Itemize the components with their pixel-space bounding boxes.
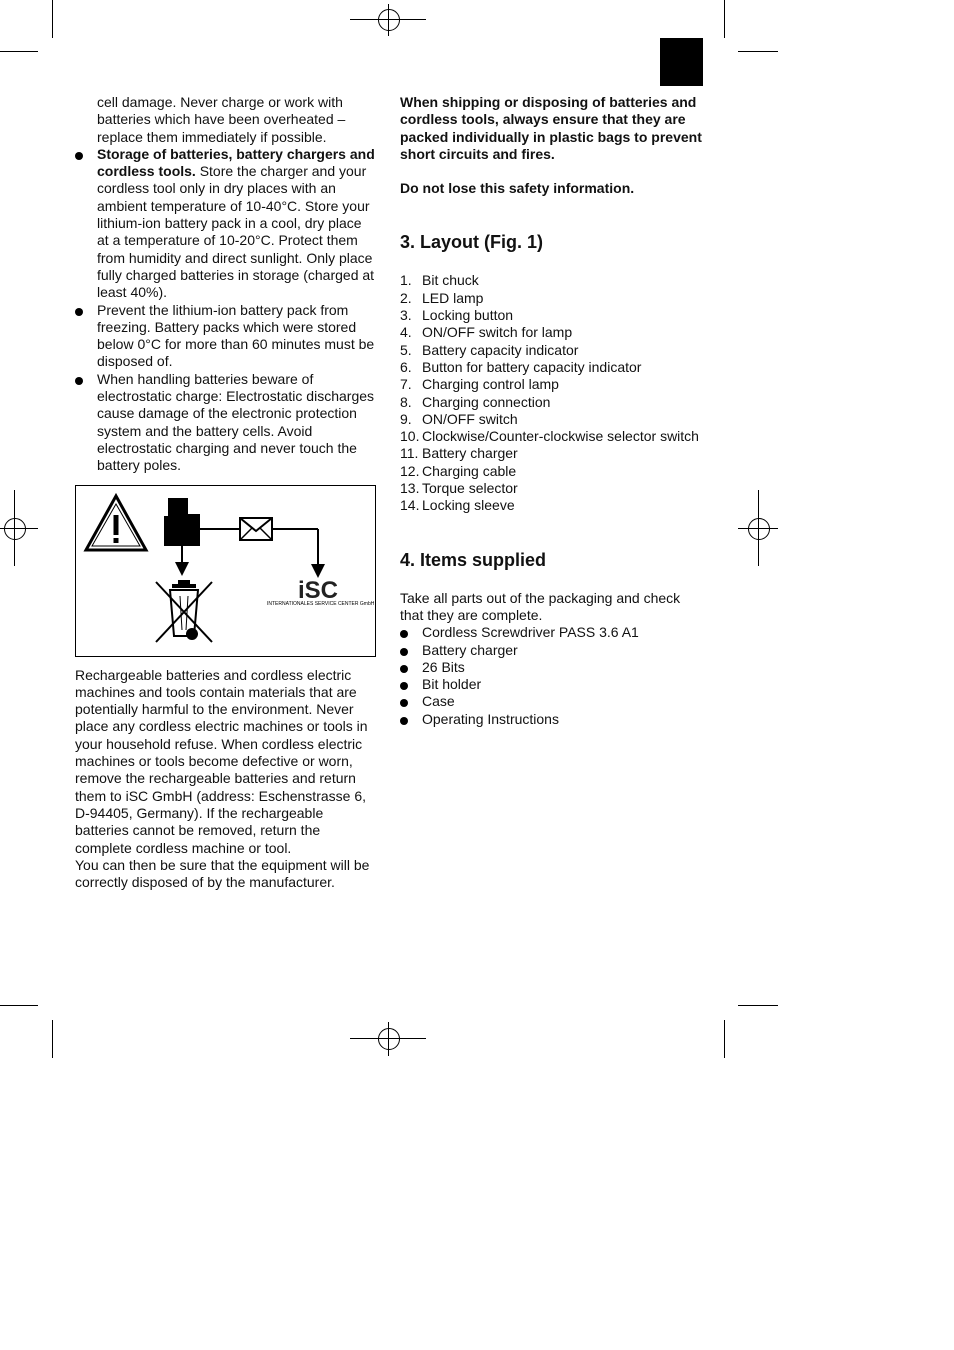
crop-mark <box>0 51 38 52</box>
layout-heading: 3. Layout (Fig. 1) <box>400 232 544 253</box>
supplied-item: Battery charger <box>400 642 705 659</box>
supplied-item: Cordless Screwdriver PASS 3.6 A1 <box>400 624 705 641</box>
layout-item-number: 14. <box>400 497 420 514</box>
envelope-icon <box>240 518 272 540</box>
items-supplied-list <box>400 624 705 728</box>
layout-item-label: Button for battery capacity indicator <box>422 358 642 375</box>
layout-item-number: 8. <box>400 393 412 410</box>
layout-list-item <box>400 480 705 497</box>
layout-item-number: 6. <box>400 358 412 375</box>
paragraph-continued: cell damage. Never charge or work with batteries which have been overheated – replace them immediately if possible. <box>97 94 346 145</box>
supplied-item: Case <box>400 693 705 710</box>
layout-item-label: Charging connection <box>422 393 551 410</box>
layout-list <box>400 272 705 514</box>
layout-list-item <box>400 359 705 376</box>
layout-item-number: 2. <box>400 289 412 306</box>
crop-mark <box>0 1005 38 1006</box>
registration-circle <box>748 518 770 540</box>
layout-item-label: Locking sleeve <box>422 497 515 514</box>
layout-item-number: 7. <box>400 376 412 393</box>
layout-list-item <box>400 324 705 341</box>
bullet-electrostatic: When handling batteries beware of electrostatic charge: Electrostatic discharges cause damage of the electronic protection system and the battery cells. Avoid electrostatic charging and never touch the battery poles. <box>75 371 377 475</box>
crop-mark <box>738 51 778 52</box>
items-intro: Take all parts out of the packaging and check that they are complete. <box>400 589 681 623</box>
layout-list-item <box>400 307 705 324</box>
supplied-item: Operating Instructions <box>400 711 705 728</box>
battery-pack-icon <box>164 498 200 546</box>
supplied-item: Bit holder <box>400 676 705 693</box>
registration-circle <box>378 1028 400 1050</box>
layout-list-item <box>400 463 705 480</box>
crop-mark <box>52 1020 53 1058</box>
down-arrow-icon <box>175 546 189 576</box>
layout-item-number: 5. <box>400 341 412 358</box>
layout-item-label: LED lamp <box>422 289 484 306</box>
layout-item-number: 1. <box>400 272 412 289</box>
layout-item-number: 3. <box>400 307 412 324</box>
layout-item-label: Torque selector <box>422 480 518 497</box>
battery-disposal-figure <box>75 485 376 657</box>
layout-item-label: Clockwise/Counter-clockwise selector switch <box>422 428 699 445</box>
right-column <box>400 94 705 728</box>
disposal-paragraph: Rechargeable batteries and cordless electric machines and tools contain materials that are potentially harmful to the environment. Never place any cordless electric machines or tools in your household refuse. When cordless electric machines or tools become defective or worn, remove the rechargeable batteries and return them to iSC GmbH (address: Eschenstrasse 6, D-94405, Germany). If the rechargeable batteries cannot be removed, return the complete cordless machine or tool. <box>75 666 368 856</box>
items-supplied-heading: 4. Items supplied <box>400 549 547 570</box>
layout-item-label: Locking button <box>422 307 514 324</box>
registration-circle <box>378 9 400 31</box>
layout-list-item <box>400 394 705 411</box>
supplied-item: 26 Bits <box>400 659 705 676</box>
keep-safety-note: Do not lose this safety information. <box>400 180 635 197</box>
language-tab-marker <box>660 38 703 86</box>
isc-logo-caption: INTERNATIONALES SERVICE CENTER GmbH <box>267 600 375 607</box>
layout-list-item <box>400 376 705 393</box>
layout-list-item <box>400 497 705 514</box>
crop-mark <box>724 1020 725 1058</box>
layout-item-label: Bit chuck <box>422 272 479 289</box>
disposal-paragraph-2: You can then be sure that the equipment will be correctly disposed of by the manufacturer. <box>75 856 370 891</box>
layout-item-number: 10. <box>400 428 420 445</box>
bullet-freezing: Prevent the lithium-ion battery pack from freezing. Battery packs which were stored below 0°C for more than 60 minutes must be disposed of. <box>75 302 377 371</box>
layout-item-number: 13. <box>400 480 420 497</box>
bullet-storage <box>75 146 377 302</box>
layout-item-label: ON/OFF switch <box>422 410 518 427</box>
layout-item-number: 4. <box>400 324 412 341</box>
registration-circle <box>4 518 26 540</box>
warning-triangle-icon <box>86 496 146 550</box>
left-column <box>75 94 377 891</box>
layout-list-item <box>400 445 705 462</box>
layout-list-item <box>400 342 705 359</box>
layout-item-number: 12. <box>400 462 420 479</box>
crossed-bin-icon <box>156 580 212 642</box>
isc-logo-text: iSC <box>298 576 339 604</box>
bullet-storage-heading: Storage of batteries, battery chargers and cordless tools. <box>97 145 375 180</box>
crop-mark <box>724 0 725 38</box>
disposal-diagram <box>76 486 375 656</box>
layout-item-number: 11. <box>400 445 419 462</box>
layout-item-label: Battery capacity indicator <box>422 341 579 358</box>
layout-list-item <box>400 428 705 445</box>
layout-item-label: ON/OFF switch for lamp <box>422 324 573 341</box>
shipping-warning: When shipping or disposing of batteries and cordless tools, always ensure that they are packed individually in plastic bags to prevent short circuits and fires. <box>400 94 702 162</box>
crop-mark <box>52 0 53 38</box>
layout-list-item <box>400 290 705 307</box>
bullet-storage-text: Store the charger and your cordless tool only in dry places with an ambient temperature of 10-40°C. Store your lithium-ion battery pack in a cool, dry place at a temperature of 10-20°C. Protect them from humidity and direct sunlight. Only place fully charged batteries in storage (charged at least 40%). <box>97 163 375 301</box>
layout-item-label: Battery charger <box>422 445 518 462</box>
crop-mark <box>738 1005 778 1006</box>
layout-list-item <box>400 272 705 289</box>
layout-item-number: 9. <box>400 410 412 427</box>
layout-item-label: Charging control lamp <box>422 376 559 393</box>
layout-list-item <box>400 411 705 428</box>
layout-item-label: Charging cable <box>422 462 517 479</box>
